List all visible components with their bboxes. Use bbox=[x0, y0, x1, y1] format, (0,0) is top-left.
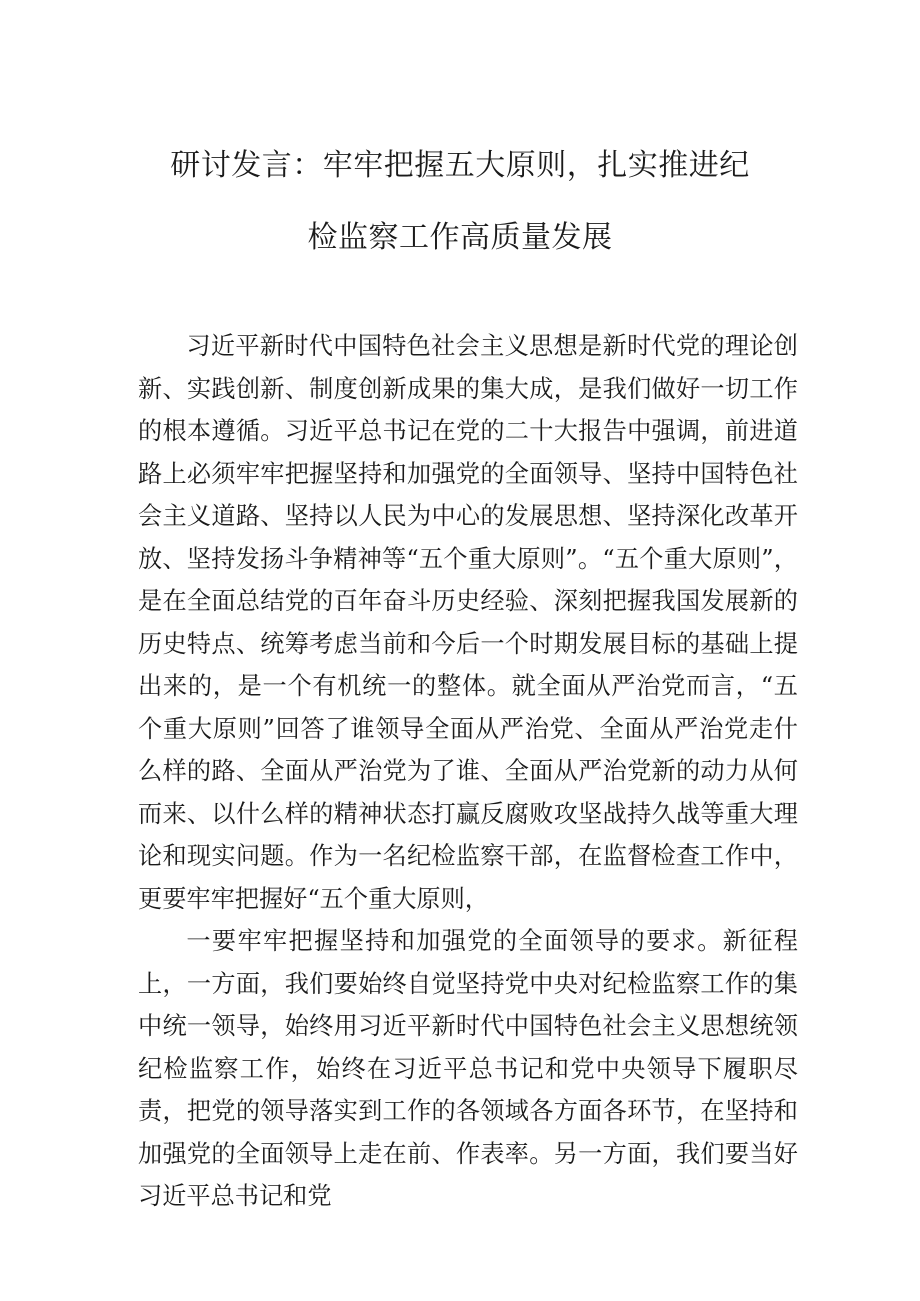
paragraph-first-principle: 一要牢牢把握坚持和加强党的全面领导的要求。新征程上，一方面，我们要始终自觉坚持党中央对纪检监察工作的集中统一领导，始终用习近平新时代中国特色社会主义思想统领纪检监察工作，始终在习近平总书记和党中央领导下履职尽责，把党的领导落实到工作的各领域各方面各环节，在坚持和加强党的全面领导上走在前、作表率。另一方面，我们要当好习近平总书记和党 bbox=[138, 927, 798, 1210]
document-body bbox=[138, 325, 798, 1218]
paragraph-intro: 习近平新时代中国特色社会主义思想是新时代党的理论创新、实践创新、制度创新成果的集大成，是我们做好一切工作的根本遵循。习近平总书记在党的二十大报告中强调，前进道路上必须牢牢把握坚持和加强党的全面领导、坚持中国特色社会主义道路、坚持以人民为中心的发展思想、坚持深化改革开放、坚持发扬斗争精神等“五个重大原则”。“五个重大原则”，是在全面总结党的百年奋斗历史经验、深刻把握我国发展新的历史特点、统筹考虑当前和今后一个时期发展目标的基础上提出来的，是一个有机统一的整体。就全面从严治党而言，“五个重大原则”回答了谁领导全面从严治党、全面从严治党走什么样的路、全面从严治党为了谁、全面从严治党新的动力从何而来、以什么样的精神状态打赢反腐败攻坚战持久战等重大理论和现实问题。作为一名纪检监察干部，在监督检查工作中，更要牢牢把握好“五个重大原则， bbox=[138, 332, 798, 913]
document-title-line-1: 研讨发言：牢牢把握五大原则，扎实推进纪 bbox=[170, 148, 750, 183]
document-title-line-2: 检监察工作高质量发展 bbox=[307, 220, 613, 255]
